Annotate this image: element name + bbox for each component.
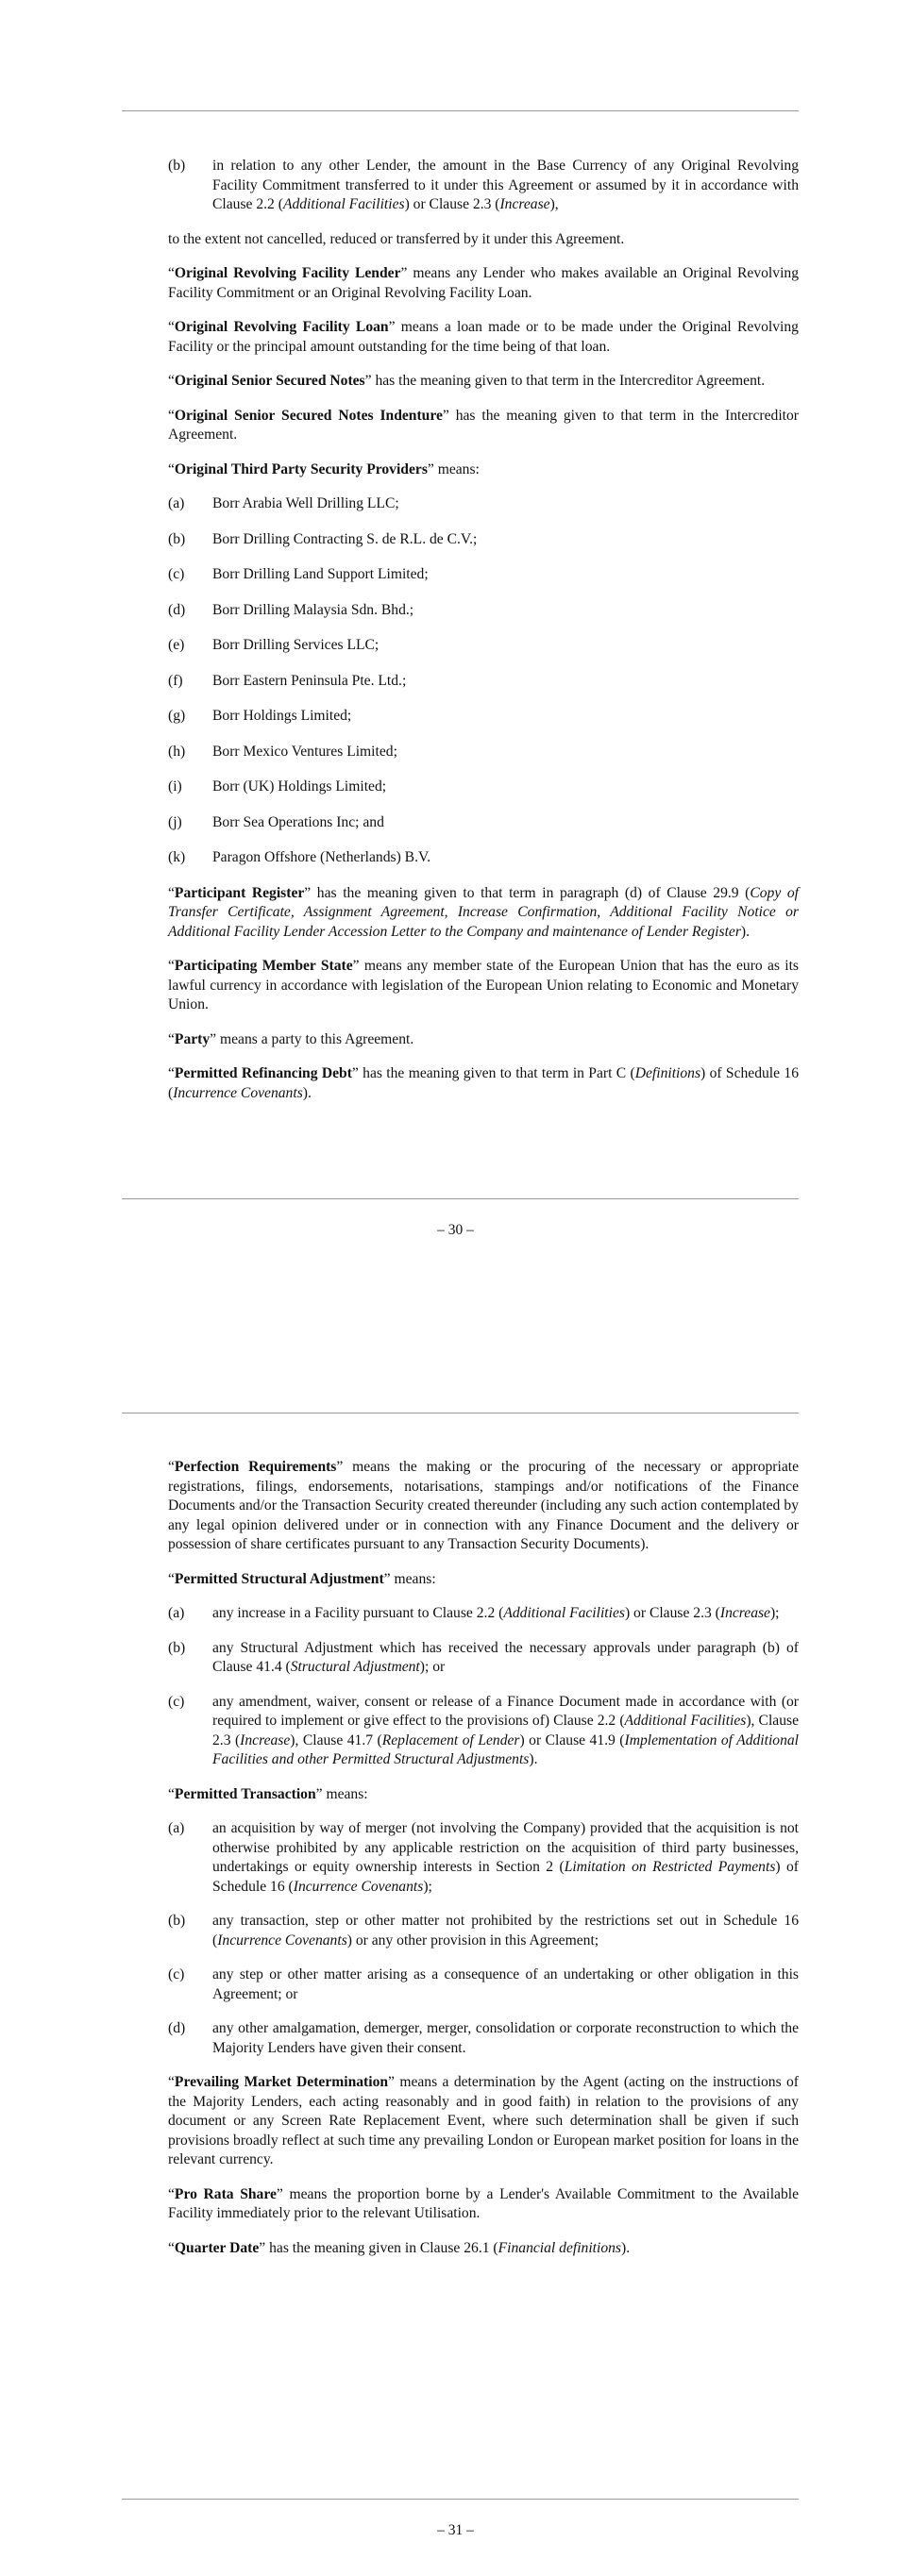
definition-original-senior-secured-notes-indenture: “Original Senior Secured Notes Indenture” has the meaning given to that term in the Intercreditor Agreement.	[168, 407, 799, 443]
page-top-rule	[122, 110, 799, 111]
definition-original-senior-secured-notes: “Original Senior Secured Notes” has the meaning given to that term in the Intercreditor Agreement.	[168, 373, 766, 389]
definition-quarter-date: “Quarter Date” has the meaning given in Clause 26.1 (Financial definitions).	[168, 2239, 631, 2256]
defined-term: Original Senior Secured Notes	[174, 373, 365, 389]
definition-participant-register: “Participant Register” has the meaning given to that term in paragraph (d) of Clause 29.9 (Copy of Transfer Certificate, Assignment Agreement, Increase Confirmation, Additional Facility Notice or Additional Facility Lender Accession Letter to the Company and maintenance of Lender Register).	[168, 884, 799, 940]
definition-original-revolving-facility-lender: “Original Revolving Facility Lender” means any Lender who makes available an Original Revolving Facility Commitment or an Original Revolving Facility Loan.	[168, 265, 799, 301]
definition-permitted-structural-adjustment: “Permitted Structural Adjustment” means:	[168, 1570, 436, 1587]
pt-item-a: (a) an acquisition by way of merger (not involving the Company) provided that the acquisition is not otherwise prohibited by any applicable restriction on the acquisition of third party businesses, undertakings or equity ownership interests in Section 2 (Limitation on Restricted Payments) of Schedule 16 (Incurrence Covenants);	[168, 1820, 799, 1895]
definition-original-third-party-security-providers: “Original Third Party Security Providers” means:	[168, 460, 480, 477]
list-item: (c) Borr Drilling Land Support Limited;	[168, 566, 429, 582]
definition-party: “Party” means a party to this Agreement.	[168, 1030, 414, 1047]
item-label: (b)	[168, 158, 186, 174]
definition-prevailing-market-determination: “Prevailing Market Determination” means a determination by the Agent (acting on the instructions of the Majority Lenders, each acting reasonably and in good faith) in relation to the provisions of any document or any Screen Rate Replacement Event, where such determination shall be given if such provisions broadly reflect at such time any prevailing London or European market position for loans in the relevant currency.	[168, 2074, 799, 2167]
list-item: (j) Borr Sea Operations Inc; and	[168, 813, 384, 830]
page-bottom-rule	[122, 2499, 799, 2500]
list-item: (i) Borr (UK) Holdings Limited;	[168, 778, 387, 795]
defined-term: Permitted Structural Adjustment	[174, 1570, 384, 1587]
defined-term: Permitted Transaction	[174, 1785, 316, 1802]
definition-perfection-requirements: “Perfection Requirements” means the making or the procuring of the necessary or appropriate registrations, filings, endorsements, notarisations, stampings and/or notifications of the Finance Documents and/or the Transaction Security created thereunder (including any such action contemplated by any legal opinion delivered under or in connection with any Finance Document and the delivery or possession of share certificates pursuant to any Transaction Security Documents).	[168, 1459, 800, 1552]
pt-item-d: (d) any other amalgamation, demerger, merger, consolidation or corporate reconstruction to which the Majority Lenders have given their consent.	[168, 2020, 799, 2056]
definition-pro-rata-share: “Pro Rata Share” means the proportion borne by a Lender's Available Commitment to the Available Facility immediately prior to the relevant Utilisation.	[168, 2185, 799, 2221]
list-item: (k) Paragon Offshore (Netherlands) B.V.	[168, 849, 431, 865]
defined-term: Original Revolving Facility Loan	[174, 319, 389, 335]
definition-permitted-transaction: “Permitted Transaction” means:	[168, 1785, 368, 1802]
page-30-content	[168, 157, 799, 1118]
list-item: (b) Borr Drilling Contracting S. de R.L. de C.V.;	[168, 530, 478, 547]
defined-term: Pro Rata Share	[174, 2185, 277, 2202]
defined-term: Original Revolving Facility Lender	[174, 265, 401, 281]
page-31-content	[168, 1458, 799, 2273]
list-item: (d) Borr Drilling Malaysia Sdn. Bhd.;	[168, 601, 414, 618]
defined-term: Perfection Requirements	[174, 1459, 337, 1475]
pt-item-b: (b) any transaction, step or other matter not prohibited by the restrictions set out in Schedule 16 (Incurrence Covenants) or any other provision in this Agreement;	[168, 1913, 799, 1949]
list-item: (a) Borr Arabia Well Drilling LLC;	[168, 495, 399, 511]
defined-term: Prevailing Market Determination	[174, 2074, 389, 2090]
list-item: (g) Borr Holdings Limited;	[168, 708, 352, 724]
definition-permitted-refinancing-debt: “Permitted Refinancing Debt” has the meaning given to that term in Part C (Definitions) of Schedule 16 (Incurrence Covenants).	[168, 1065, 799, 1101]
page-number: – 30 –	[437, 1222, 474, 1238]
psa-item-c: (c) any amendment, waiver, consent or release of a Finance Document made in accordance with (or required to implement or give effect to the provisions of) Clause 2.2 (Additional Facilities), Clause 2.3 (Increase), Clause 41.7 (Replacement of Lender) or Clause 41.9 (Implementation of Additional Facilities and other Permitted Structural Adjustments).	[168, 1693, 800, 1767]
clause-tail-text: to the extent not cancelled, reduced or transferred by it under this Agreement.	[168, 230, 625, 247]
page-number: – 31 –	[437, 2522, 474, 2538]
list-item: (h) Borr Mexico Ventures Limited;	[168, 743, 397, 760]
definition-participating-member-state: “Participating Member State” means any member state of the European Union that has the euro as its lawful currency in accordance with legislation of the European Union relating to Economic and Monetary Union.	[168, 958, 799, 1012]
list-item: (e) Borr Drilling Services LLC;	[168, 637, 380, 653]
defined-term: Quarter Date	[174, 2239, 260, 2256]
pt-item-c: (c) any step or other matter arising as a consequence of an undertaking or other obligation in this Agreement; or	[168, 1966, 799, 2002]
psa-item-a: (a) any increase in a Facility pursuant to Clause 2.2 (Additional Facilities) or Clause 2.3 (Increase);	[168, 1605, 780, 1621]
defined-term: Party	[174, 1030, 211, 1047]
clause-item-b	[168, 157, 799, 215]
page-bottom-rule	[122, 1198, 799, 1199]
defined-term: Original Senior Secured Notes Indenture	[174, 407, 443, 424]
item-text: in relation to any other Lender, the amount in the Base Currency of any Original Revolving Facility Commitment transferred to it under this Agreement or assumed by it in accordance with Clause 2.2 (Additional Facilities) or Clause 2.3 (Increase),	[212, 158, 799, 212]
defined-term: Participant Register	[174, 884, 305, 901]
defined-term: Original Third Party Security Providers	[174, 460, 428, 477]
definition-original-revolving-facility-loan: “Original Revolving Facility Loan” means a loan made or to be made under the Original Revolving Facility or the principal amount outstanding for the time being of that loan.	[168, 319, 799, 355]
list-item: (f) Borr Eastern Peninsula Pte. Ltd.;	[168, 672, 407, 689]
security-providers-list	[168, 494, 799, 868]
defined-term: Permitted Refinancing Debt	[174, 1065, 352, 1081]
page-31	[0, 1302, 911, 2576]
defined-term: Participating Member State	[174, 958, 353, 974]
psa-item-b: (b) any Structural Adjustment which has received the necessary approvals under paragraph (b) of Clause 41.4 (Structural Adjustment); or	[168, 1639, 799, 1675]
